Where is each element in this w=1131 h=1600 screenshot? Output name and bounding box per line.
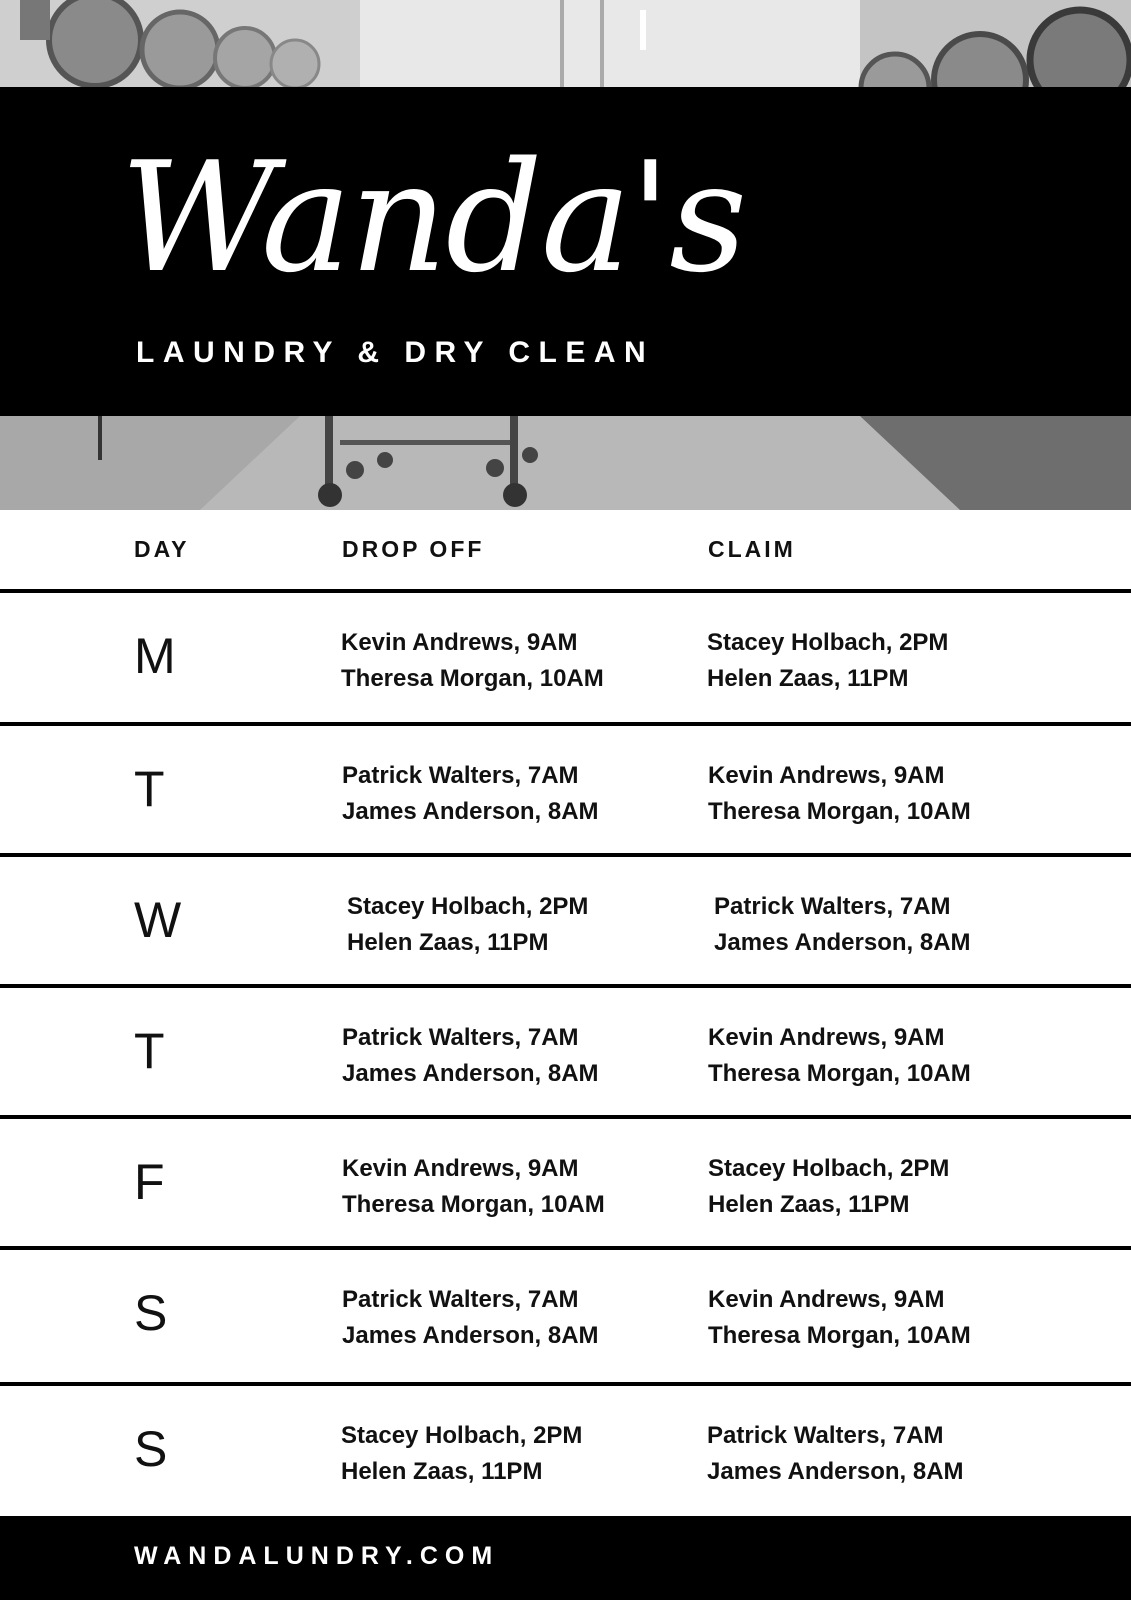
drop-off-cell xyxy=(342,758,599,830)
drop-off-entry: Kevin Andrews, 9AM xyxy=(342,1155,579,1182)
drop-off-cell xyxy=(341,1418,582,1490)
claim-entry: Kevin Andrews, 9AM xyxy=(708,1024,945,1051)
drop-off-cell xyxy=(342,1151,605,1223)
claim-entry: Helen Zaas, 11PM xyxy=(707,665,909,692)
claim-entry: Patrick Walters, 7AM xyxy=(707,1422,944,1449)
table-row xyxy=(0,1119,1131,1249)
table-row xyxy=(0,593,1131,723)
table-row xyxy=(0,1386,1131,1516)
drop-off-cell xyxy=(342,1020,599,1092)
table-row xyxy=(0,857,1131,987)
row-day: W xyxy=(134,892,182,948)
drop-off-cell xyxy=(341,625,604,697)
table-row xyxy=(0,1250,1131,1380)
claim-cell xyxy=(714,889,971,961)
brand-title: Wanda's xyxy=(120,129,746,306)
row-day: F xyxy=(134,1154,165,1210)
drop-off-entry: Kevin Andrews, 9AM xyxy=(341,629,578,656)
claim-entry: Stacey Holbach, 2PM xyxy=(707,629,949,656)
claim-entry: Patrick Walters, 7AM xyxy=(714,893,951,920)
header-claim: CLAIM xyxy=(708,536,796,562)
table-row xyxy=(0,988,1131,1118)
header-day: DAY xyxy=(134,536,190,562)
drop-off-entry: James Anderson, 8AM xyxy=(342,1060,599,1087)
footer-bar xyxy=(0,1516,1131,1600)
website-label: WANDALUNDRY.COM xyxy=(134,1542,500,1570)
claim-entry: James Anderson, 8AM xyxy=(707,1458,964,1485)
drop-off-cell xyxy=(342,1282,599,1354)
header-drop-off: DROP OFF xyxy=(342,536,485,562)
row-day: M xyxy=(134,628,176,684)
row-day: T xyxy=(134,1023,165,1079)
claim-cell xyxy=(708,1151,949,1223)
claim-entry: Theresa Morgan, 10AM xyxy=(708,1322,971,1349)
claim-entry: Kevin Andrews, 9AM xyxy=(708,1286,945,1313)
drop-off-entry: Theresa Morgan, 10AM xyxy=(341,665,604,692)
drop-off-entry: Helen Zaas, 11PM xyxy=(347,929,549,956)
drop-off-entry: Helen Zaas, 11PM xyxy=(341,1458,543,1485)
drop-off-entry: Patrick Walters, 7AM xyxy=(342,1286,579,1313)
claim-entry: Kevin Andrews, 9AM xyxy=(708,762,945,789)
brand-tagline: LAUNDRY & DRY CLEAN xyxy=(136,336,655,369)
claim-entry: Stacey Holbach, 2PM xyxy=(708,1155,950,1182)
claim-entry: Theresa Morgan, 10AM xyxy=(708,798,971,825)
row-day: T xyxy=(134,761,165,817)
claim-entry: Theresa Morgan, 10AM xyxy=(708,1060,971,1087)
drop-off-entry: Theresa Morgan, 10AM xyxy=(342,1191,605,1218)
claim-cell xyxy=(708,758,971,830)
drop-off-entry: Patrick Walters, 7AM xyxy=(342,1024,579,1051)
claim-cell xyxy=(707,1418,964,1490)
row-day: S xyxy=(134,1285,168,1341)
drop-off-entry: Stacey Holbach, 2PM xyxy=(341,1422,583,1449)
table-header xyxy=(0,510,1131,591)
claim-entry: James Anderson, 8AM xyxy=(714,929,971,956)
schedule-table xyxy=(0,510,1131,1485)
row-day: S xyxy=(134,1421,168,1477)
drop-off-entry: Patrick Walters, 7AM xyxy=(342,762,579,789)
drop-off-entry: James Anderson, 8AM xyxy=(342,1322,599,1349)
claim-cell xyxy=(707,625,948,697)
claim-cell xyxy=(708,1282,971,1354)
drop-off-entry: James Anderson, 8AM xyxy=(342,798,599,825)
drop-off-cell xyxy=(347,889,588,961)
drop-off-entry: Stacey Holbach, 2PM xyxy=(347,893,589,920)
table-row xyxy=(0,726,1131,856)
claim-cell xyxy=(708,1020,971,1092)
claim-entry: Helen Zaas, 11PM xyxy=(708,1191,910,1218)
